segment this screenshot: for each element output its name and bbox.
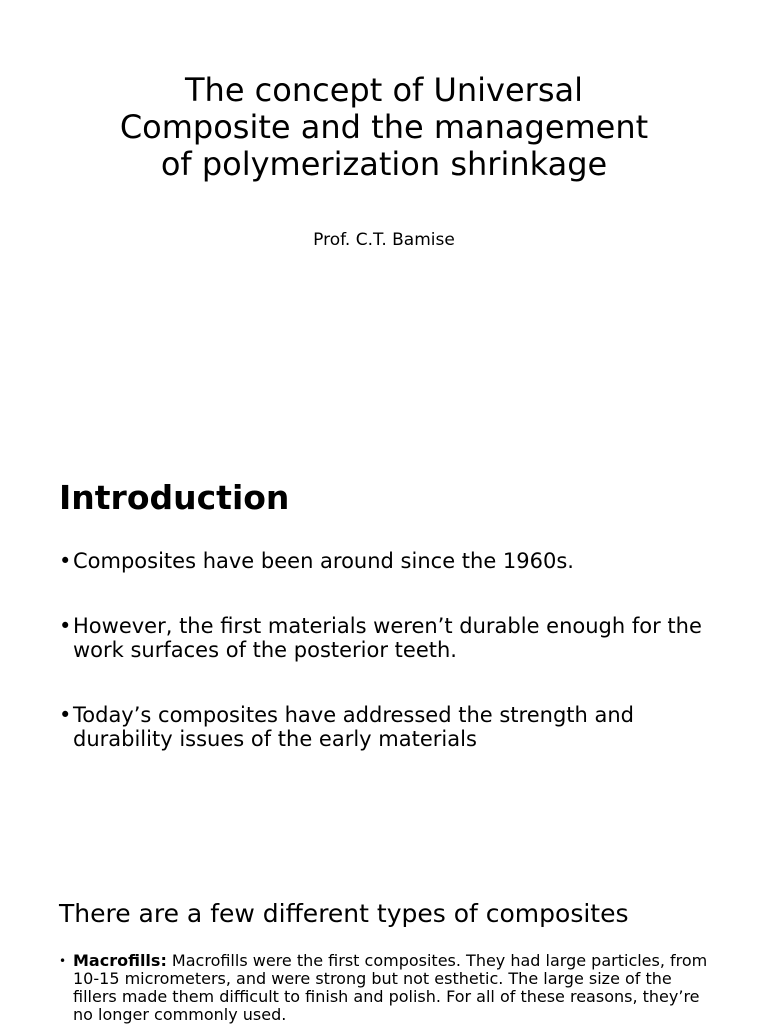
- bullet-item: [59, 952, 719, 1024]
- bullet-item: • However, the first materials weren’t durable enough for the work surfaces of the posterior teeth.: [59, 614, 719, 662]
- bullet-list: [59, 952, 719, 1024]
- presentation-title: The concept of Universal Composite and the management of polymerization shrinkage: [119, 71, 649, 183]
- introduction-slide: [0, 440, 768, 860]
- term-description: Macrofills were the first composites. They had large particles, from 10-15 micrometers, and were strong but not esthetic. The large size of the fillers made them difficult to finish and polish. For all of these reasons, they’re no longer commonly used.: [73, 951, 708, 1024]
- term-label: Macrofills:: [73, 951, 167, 970]
- bullet-list: [59, 549, 719, 751]
- author-name: Prof. C.T. Bamise: [313, 230, 455, 250]
- title-slide: [0, 0, 768, 440]
- slide-heading: There are a few different types of composites: [59, 899, 629, 928]
- bullet-item: • Composites have been around since the 1960s.: [59, 549, 719, 573]
- composite-types-slide: [0, 860, 768, 1024]
- bullet-item: • Today’s composites have addressed the strength and durability issues of the early materials: [59, 703, 719, 751]
- slide-heading: Introduction: [59, 478, 290, 517]
